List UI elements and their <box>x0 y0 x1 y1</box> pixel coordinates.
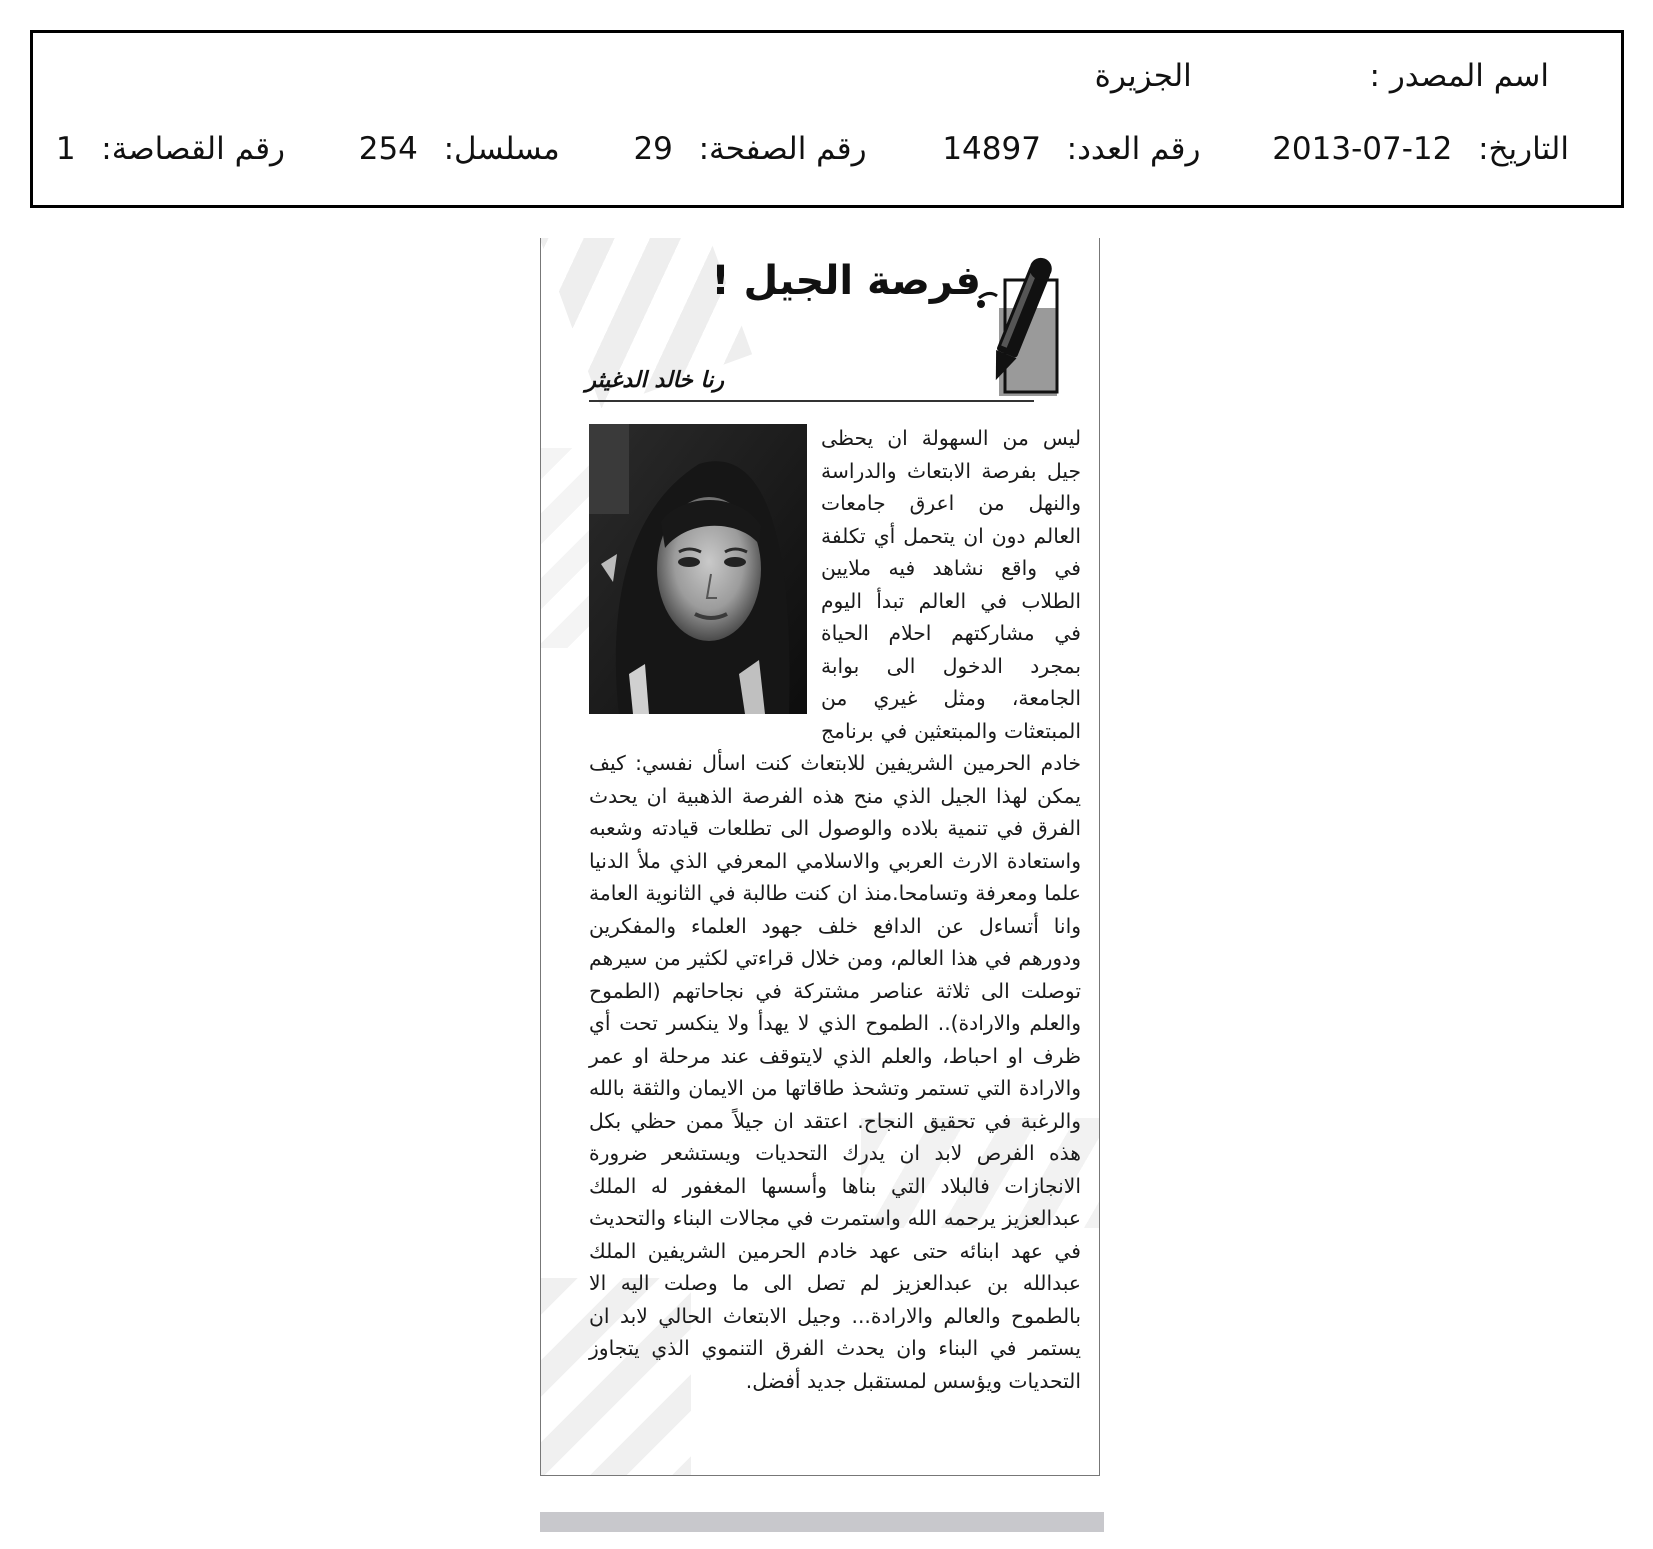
article-author: رنا خالد الدغيثر <box>585 368 724 393</box>
article-title: فرصة الجيل ! <box>711 258 981 304</box>
article-body <box>589 422 1081 1397</box>
date-label: التاريخ: <box>1478 131 1569 167</box>
source-info-box <box>30 30 1624 208</box>
page-value: 29 <box>633 131 673 167</box>
details-row <box>55 131 1569 167</box>
source-label: اسم المصدر : <box>1369 58 1549 94</box>
pen-icon <box>967 250 1067 400</box>
article-body-text: ليس من السهولة ان يحظى جيل بفرصة الابتعاث والدراسة والنهل من اعرق جامعات العالم دون ان يتحمل أي تكلفة في واقع نشاهد فيه ملايين الطلاب في العالم تبدأ اليوم في مشاركتهم احلام الحياة بمجرد الدخول الى بوابة الجامعة، ومثل غيري من المبتعثات والمبتعثين في برنامج خادم الحرمين الشريفين للابتعاث كنت اسأل نفسي: كيف يمكن لهذا الجيل الذي منح هذه الفرصة الذهبية ان يحدث الفرق في تنمية بلاده والوصول الى تطلعات قيادته وشعبه واستعادة الارث العربي والاسلامي المعرفي الذي ملأ الدنيا علما ومعرفة وتسامحا.منذ ان كنت طالبة في الثانوية العامة وانا أتساءل عن الدافع خلف جهود العلماء والمفكرين ودورهم في هذا العالم، ومن خلال قراءتي لكثير من سيرهم توصلت الى ثلاثة عناصر مشتركة في نجاحاتهم (الطموح والعلم والارادة).. الطموح الذي لا يهدأ ولا ينكسر تحت أي ظرف او احباط، والعلم الذي لايتوقف عند مرحلة او عمر والارادة التي تستمر وتشحذ طاقاتها من الايمان والثقة بالله والرغبة في تحقيق النجاح. اعتقد ان جيلاً ممن حظي بكل هذه الفرص لابد ان يدرك التحديات ويستشعر ضرورة الانجازات فالبلاد التي بناها وأسسها المغفور له الملك عبدالعزيز يرحمه الله واستمرت في مجالات البناء والتحديث في عهد ابنائه حتى عهد خادم الحرمين الشريفين الملك عبدالله بن عبدالعزيز لم تصل الى ما وصلت اليه الا بالطموح والعالم والارادة... وجيل الابتعاث الحالي لابد ان يستمر في البناء وان يحدث الفرق التنموي الذي يتجاوز التحديات ويؤسس لمستقبل جديد أفضل. <box>589 426 1081 1393</box>
source-value: الجزيرة <box>1094 58 1192 94</box>
issue-value: 14897 <box>942 131 1041 167</box>
photo-spacer <box>589 422 821 730</box>
serial-value: 254 <box>358 131 418 167</box>
newspaper-clipping <box>540 238 1100 1476</box>
issue-label: رقم العدد: <box>1066 131 1201 167</box>
page-label: رقم الصفحة: <box>698 131 867 167</box>
serial-label: مسلسل: <box>443 131 560 167</box>
source-row <box>1094 58 1549 94</box>
clip-value: 1 <box>55 131 76 167</box>
divider <box>589 400 1034 402</box>
footer-bar <box>540 1512 1104 1532</box>
date-value: 2013-07-12 <box>1272 131 1453 167</box>
clip-label: رقم القصاصة: <box>101 131 285 167</box>
